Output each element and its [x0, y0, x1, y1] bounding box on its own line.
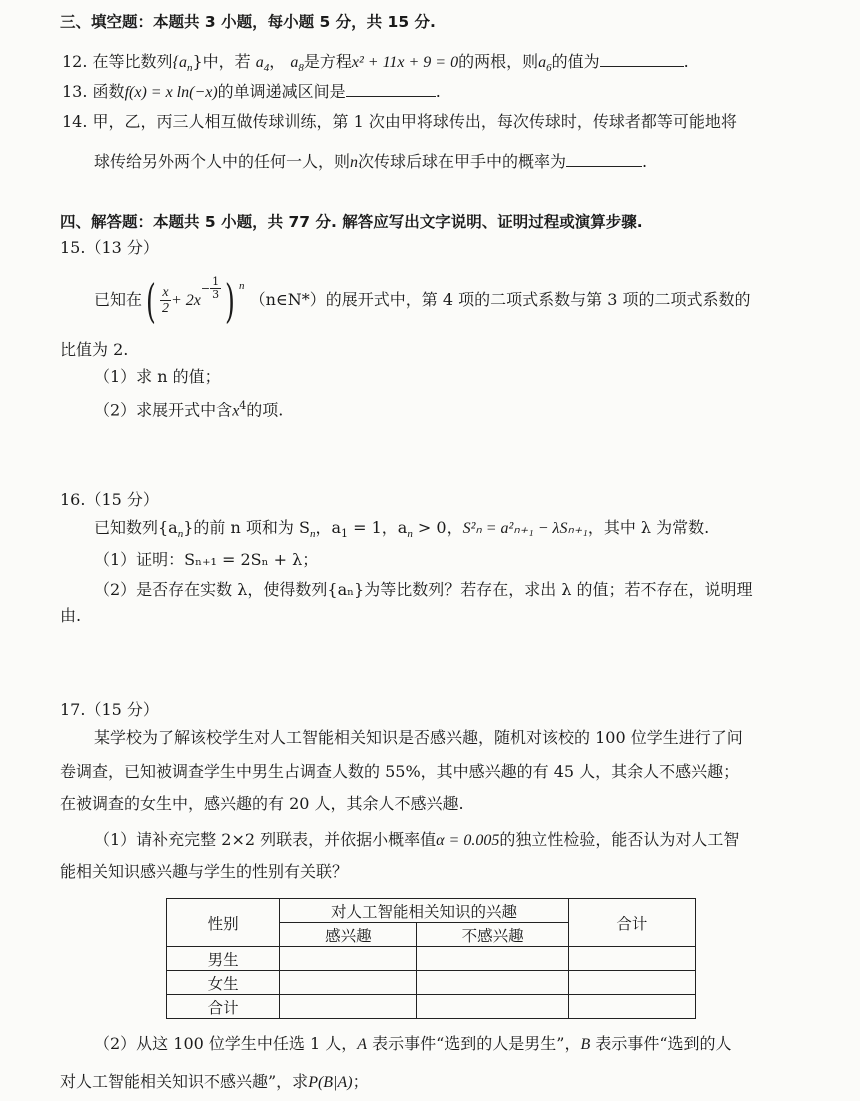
q15-part-1: （1）求 n 的值；: [94, 367, 221, 386]
table-cell[interactable]: [417, 947, 568, 971]
q16-part-2: （2）是否存在实数 λ，使得数列{aₙ}为等比数列？若存在，求出 λ 的值；若不存在，说明理: [94, 580, 753, 599]
q14-line-2b: 次传球后球在甲手中的概率为: [358, 152, 567, 171]
contingency-table: [166, 898, 696, 1019]
right-paren: ): [225, 273, 236, 328]
q12-text-d: 的两根，则: [458, 52, 539, 71]
q12-a6: $a_6$: [538, 54, 552, 75]
q16-line-1: 已知数列$\{a_n\}$的前 n 项和为 $S_n$，$a_1 = 1$，$a_n > 0$，S²ₙ = a²ₙ₊₁ − λSₙ₊₁，其中 λ 为常数.: [94, 518, 710, 541]
section-4-heading: 四、解答题：本题共 5 小题，共 77 分. 解答应写出文字说明、证明过程或演算步骤.: [60, 213, 643, 231]
left-paren: (: [146, 273, 156, 328]
question-number: 14.: [62, 112, 88, 131]
table-row: [167, 971, 696, 995]
q15-condition: （n∈N*）的展开式中，第 4 项的二项式系数与第 3 项的二项式系数的: [249, 290, 751, 309]
section-3-heading: 三、填空题：本题共 3 小题，每小题 5 分，共 15 分.: [60, 13, 436, 31]
row-label: 女生: [167, 971, 280, 995]
q17-part-2-cont: 对人工智能相关知识不感兴趣”，求P(B|A)；: [60, 1072, 369, 1091]
q16-equation: S²ₙ = a²ₙ₊₁ − λSₙ₊₁: [462, 520, 588, 537]
row-label: 男生: [167, 947, 280, 971]
table-row: [167, 947, 696, 971]
question-number: 12.: [62, 52, 88, 71]
question-12: 12. 在等比数列$\{a_n\}$中，若 $a_4$， $a_8$是方程x² + 11x + 9 = 0的两根，则$a_6$的值为 .: [62, 52, 689, 75]
table-cell[interactable]: [280, 971, 417, 995]
q13-text-b: 的单调递减区间是: [217, 82, 346, 101]
table-cell[interactable]: [568, 947, 695, 971]
q14-n: n: [350, 154, 359, 171]
table-cell[interactable]: [417, 995, 568, 1019]
q17-line-3: 在被调查的女生中，感兴趣的有 20 人，其余人不感兴趣.: [60, 794, 464, 813]
answer-blank[interactable]: [566, 152, 642, 167]
header-total: 合计: [568, 899, 695, 947]
answer-blank[interactable]: [346, 82, 436, 97]
q12-text-e: 的值为: [551, 52, 600, 71]
q16-part-1: （1）证明：Sₙ₊₁ = 2Sₙ + λ；: [94, 550, 319, 569]
q15-intro-text: 已知在: [94, 290, 143, 309]
q15-power: n: [239, 280, 245, 292]
q15-cont: 比值为 2.: [60, 340, 129, 359]
q17-part-1-cont: 能相关知识感兴趣与学生的性别有关联？: [60, 862, 349, 881]
table-row: [167, 995, 696, 1019]
q14-line-2a: 球传给另外两个人中的任何一人，则: [94, 152, 351, 171]
q15-intro: [94, 270, 751, 330]
q17-part-1: （1）请补充完整 2×2 列联表，并依据小概率值α = 0.005的独立性检验，能否认为对人工智: [94, 830, 740, 849]
table-cell[interactable]: [417, 971, 568, 995]
q16-number: 16.（15 分）: [60, 490, 159, 509]
q12-a4: $a_4$: [255, 54, 270, 75]
q15-number: 15.（13 分）: [60, 238, 159, 257]
q13-function: f(x) = x ln(−x): [124, 84, 218, 101]
header-interested: 感兴趣: [280, 923, 417, 947]
question-13: 13. 函数f(x) = x ln(−x)的单调递减区间是 .: [62, 82, 441, 101]
table-cell[interactable]: [280, 995, 417, 1019]
q12-equation: x² + 11x + 9 = 0: [351, 54, 459, 71]
q15-exponent: − $\frac{1}{3}$: [200, 275, 220, 301]
q12-text-b: }中，若: [192, 52, 251, 71]
header-not-interested: 不感兴趣: [417, 923, 568, 947]
question-14: [62, 112, 737, 132]
q17-line-1: 某学校为了解该校学生对人工智能相关知识是否感兴趣，随机对该校的 100 位学生进行了问: [94, 728, 743, 747]
table-cell[interactable]: [280, 947, 417, 971]
q17-line-2: 卷调查，已知被调查学生中男生占调查人数的 55%，其中感兴趣的有 45 人，其余人不感兴趣；: [60, 762, 740, 781]
conditional-probability: P(B|A): [308, 1074, 353, 1091]
q12-a8: $a_8$: [290, 54, 304, 75]
q12-text-a: 在等比数列: [92, 52, 173, 71]
question-14-cont: 球传给另外两个人中的任何一人，则n次传球后球在甲手中的概率为 .: [94, 152, 648, 171]
q15-term: + 2x: [170, 292, 201, 309]
header-gender: 性别: [167, 899, 280, 947]
question-number: 13.: [62, 82, 88, 101]
q15-fraction: $\frac{x}{2}$: [161, 285, 169, 316]
answer-blank[interactable]: [600, 52, 684, 67]
q17-number: 17.（15 分）: [60, 700, 159, 719]
table-cell[interactable]: [568, 971, 695, 995]
header-interest: 对人工智能相关知识的兴趣: [280, 899, 569, 923]
q15-part-2: （2）求展开式中含$x^4$的项.: [94, 399, 284, 420]
q13-text-a: 函数: [92, 82, 125, 101]
q12-text-c: 是方程: [303, 52, 352, 71]
q17-part-2: （2）从这 100 位学生中任选 1 人，A 表示事件“选到的人是男生”，B 表示事件“选到的人: [94, 1034, 732, 1053]
q14-line-1: 甲，乙，丙三人相互做传球训练，第 1 次由甲将球传出，每次传球时，传球者都等可能地将: [92, 112, 737, 131]
q12-seq: {$a_n$: [172, 54, 193, 75]
q16-part-2-cont: 由.: [60, 606, 82, 625]
row-label: 合计: [167, 995, 280, 1019]
table-cell[interactable]: [568, 995, 695, 1019]
